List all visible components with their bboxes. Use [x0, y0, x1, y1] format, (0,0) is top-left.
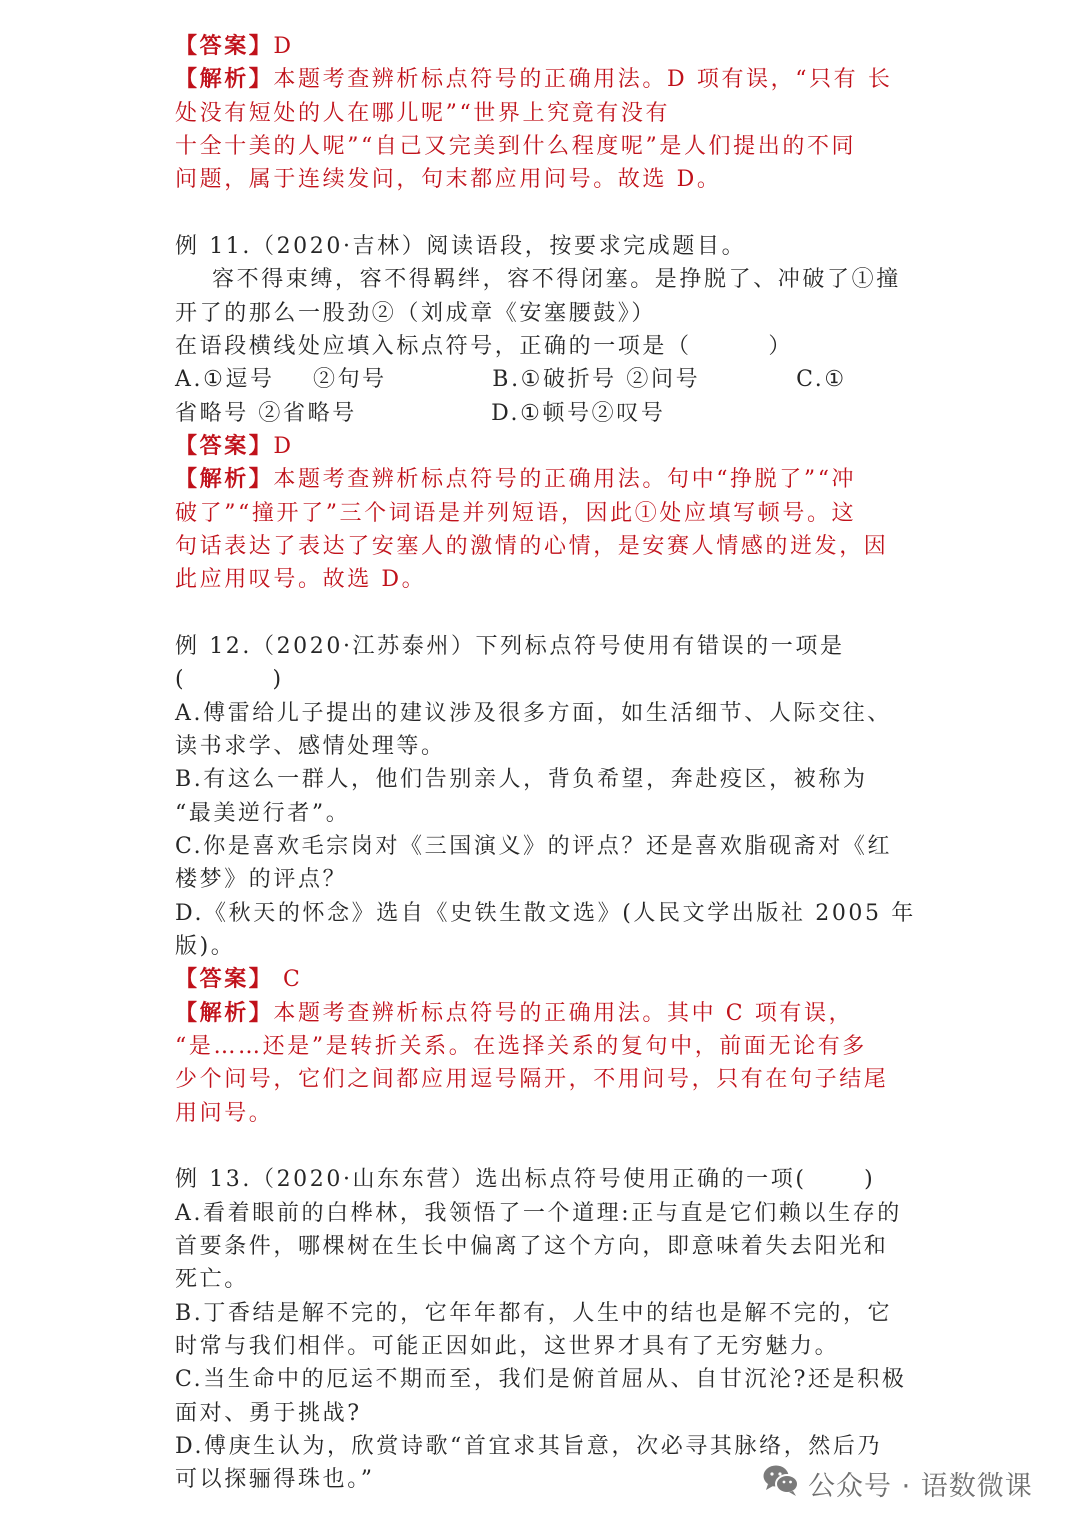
text-line [175, 1097, 273, 1130]
line-text: C.你是喜欢毛宗岗对《三国演义》的评点？还是喜欢脂砚斋对《红 [175, 834, 893, 859]
line-text: 处没有短处的人在哪儿呢”“世界上究竟有没有 [175, 101, 671, 126]
line-text: ( ) [175, 667, 284, 692]
text-line [175, 30, 294, 63]
line-text: 句话表达了表达了安塞人的激情的心情，是安赛人情感的迸发，因 [175, 534, 889, 559]
text-line [175, 397, 665, 430]
line-text: 破了”“撞开了”三个词语是并列短语，因此①处应填写顿号。这 [175, 501, 857, 526]
line-text: D.傅庚生认为，欣赏诗歌“首宜求其旨意，次必寻其脉络，然后乃 [175, 1434, 883, 1459]
line-text: 此应用叹号。故选 D。 [175, 567, 427, 592]
line-text: C.当生命中的厄运不期而至，我们是俯首屈从、自甘沉沦?还是积极 [175, 1367, 907, 1392]
text-line [175, 430, 294, 463]
line-text: A.傅雷给儿子提出的建议涉及很多方面，如生活细节、人际交往、 [175, 701, 892, 726]
watermark-text: 公众号 · 语数微课 [808, 1470, 1033, 1502]
text-line [175, 1063, 888, 1096]
line-text: 例 12.（2020·江苏泰州）下列标点符号使用有错误的一项是 [175, 634, 845, 659]
text-line [175, 863, 347, 896]
text-line [175, 1397, 362, 1430]
line-text: A.看着眼前的白桦林，我领悟了一个道理:正与直是它们赖以生存的 [175, 1201, 902, 1226]
text-line [175, 797, 350, 830]
text-line [175, 1297, 892, 1330]
text-line [175, 997, 853, 1030]
section-tag: 【答案】 [175, 433, 274, 459]
wechat-icon [762, 1463, 800, 1504]
line-text: 可以探骊得珠也。” [175, 1467, 375, 1492]
text-line [175, 530, 888, 563]
text-line [175, 697, 892, 730]
line-text: D.《秋天的怀念》选自《史铁生散文选》(人民文学出版社 2005 年 [175, 901, 916, 926]
line-text: 读书求学、感情处理等。 [175, 734, 446, 759]
text-line [175, 963, 302, 996]
text-line [175, 1197, 902, 1230]
text-line [175, 230, 746, 263]
text-line [175, 297, 656, 330]
line-text: B.丁香结是解不完的，它年年都有，人生中的结也是解不完的，它 [175, 1301, 893, 1326]
line-text: 时常与我们相伴。可能正因如此，这世界才具有了无穷魅力。 [175, 1334, 840, 1359]
line-text: 本题考查辨析标点符号的正确用法。D 项有误，“只有 长 [273, 67, 893, 92]
text-line [175, 1263, 249, 1296]
text-line [175, 1030, 867, 1063]
watermark [762, 1463, 1033, 1503]
line-text: 容不得束缚，容不得羁绊，容不得闭塞。是挣脱了、冲破了①撞 [212, 267, 901, 292]
line-text: C [273, 967, 303, 992]
line-text: 面对、勇于挑战? [175, 1401, 362, 1426]
text-line [175, 930, 235, 963]
text-line [175, 1163, 875, 1196]
text-line [175, 463, 856, 496]
text-line [175, 163, 721, 196]
line-text: 问题，属于连续发问，句末都应用问号。故选 D。 [175, 167, 722, 192]
text-line [175, 630, 845, 663]
line-text: A.①逗号 ②句号 B.①破折号 ②问号 C.① [175, 367, 847, 392]
line-text: 例 13.（2020·山东东营）选出标点符号使用正确的一项( ) [175, 1167, 876, 1192]
line-text: 本题考查辨析标点符号的正确用法。句中“挣脱了”“冲 [273, 467, 857, 492]
text-line [175, 330, 793, 363]
text-line [175, 1330, 839, 1363]
line-text: “最美逆行者”。 [175, 801, 351, 826]
line-text: 开了的那么一股劲②（刘成章《安塞腰鼓》） [175, 301, 657, 326]
text-line [175, 1230, 888, 1263]
text-line [175, 1430, 882, 1463]
line-text: 十全十美的人呢”“自己又完美到什么程度呢”是人们提出的不同 [175, 134, 857, 159]
section-tag: 【答案】 [175, 966, 274, 992]
text-line [175, 1463, 375, 1496]
section-tag: 【解析】 [175, 1000, 274, 1026]
line-text: 少个问号，它们之间都应用逗号隔开，不用问号，只有在句子结尾 [175, 1067, 889, 1092]
text-line [212, 263, 901, 296]
text-line [175, 497, 856, 530]
line-text: D [273, 34, 294, 59]
section-tag: 【解析】 [175, 466, 274, 492]
line-text: 例 11.（2020·吉林）阅读语段，按要求完成题目。 [175, 234, 747, 259]
line-text: 死亡。 [175, 1267, 249, 1292]
line-text: 楼梦》的评点？ [175, 867, 348, 892]
line-text: B.有这么一群人，他们告别亲人，背负希望，奔赴疫区，被称为 [175, 767, 868, 792]
line-text: 省略号 ②省略号 D.①顿号②叹号 [175, 401, 666, 426]
text-line [175, 363, 847, 396]
line-text: D [273, 434, 294, 459]
line-text: 在语段横线处应填入标点符号，正确的一项是（ ） [175, 334, 793, 359]
line-text: 本题考查辨析标点符号的正确用法。其中 C 项有误， [273, 1001, 854, 1026]
section-tag: 【解析】 [175, 66, 274, 92]
text-line [175, 730, 446, 763]
text-line [175, 830, 892, 863]
text-line [175, 897, 916, 930]
text-line [175, 563, 426, 596]
line-text: 用问号。 [175, 1101, 274, 1126]
section-tag: 【答案】 [175, 33, 274, 59]
text-line [175, 1363, 906, 1396]
line-text: 版)。 [175, 934, 236, 959]
text-line [175, 763, 868, 796]
line-text: 首要条件，哪棵树在生长中偏离了这个方向，即意味着失去阳光和 [175, 1234, 889, 1259]
text-line [175, 97, 670, 130]
line-text: “是……还是”是转折关系。在选择关系的复句中，前面无论有多 [175, 1034, 867, 1059]
text-line [175, 130, 856, 163]
text-line [175, 663, 284, 696]
text-line [175, 63, 892, 96]
